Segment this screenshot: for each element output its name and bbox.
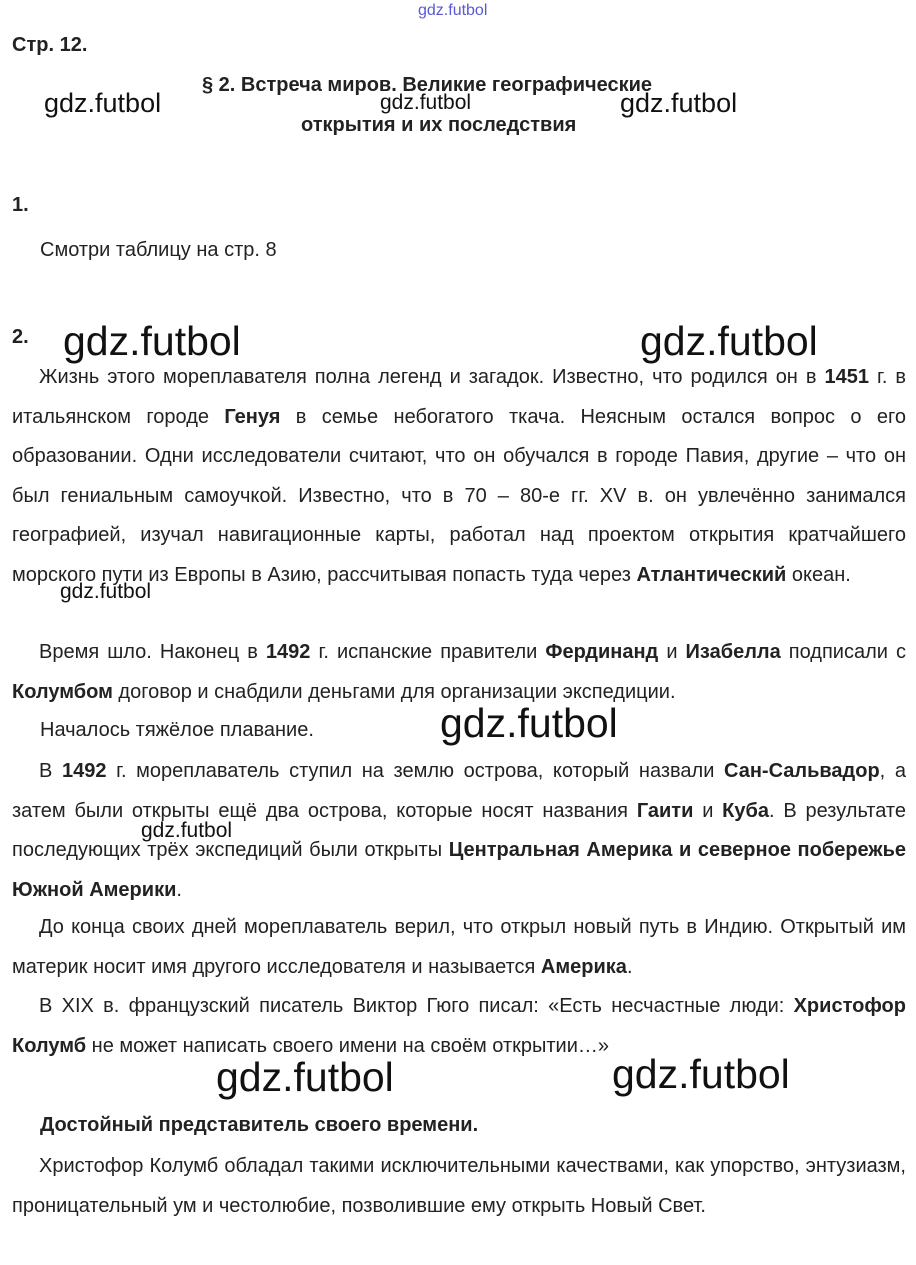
paragraph-2: Время шло. Наконец в 1492 г. испанские правители Фердинанд и Изабелла подписали с Колумбом договор и снабдили деньгами для организации экспедиции. <box>12 641 906 703</box>
paragraph-1: Жизнь этого мореплавателя полна легенд и загадок. Известно, что родился он в 1451 г. в итальянском городе Генуя в семье небогатого ткача. Неясным остался вопрос о его образовании. Одни исследователи считают, что он обучался в городе Павия, другие – что он был гениальным самоучкой. Известно, что в 70 – 80-е гг. XV в. он увлечённо занимался географией, изучал навигационные карты, работал над проектом открытия кратчайшего морского пути из Европы в Азию, рассчитывая попасть туда через Атлантический океан. <box>12 366 906 586</box>
section-title-line2: открытия и их последствия <box>301 114 577 136</box>
paragraph-3: Началось тяжёлое плавание. <box>40 719 314 741</box>
watermark: gdz.futbol <box>612 1051 790 1097</box>
task-number-1: 1. <box>12 194 29 216</box>
paragraph-6: В XIX в. французский писатель Виктор Гюго писал: «Есть несчастные люди: Христофор Колумб не может написать своего имени на своём открытии…» <box>12 995 906 1057</box>
watermark: gdz.futbol <box>44 88 162 118</box>
subheading: Достойный представитель своего времени. <box>40 1114 479 1136</box>
watermark: gdz.futbol <box>380 91 472 114</box>
task-number-2: 2. <box>12 326 29 348</box>
watermark: gdz.futbol <box>63 318 241 364</box>
watermark: gdz.futbol <box>216 1054 394 1100</box>
watermark: gdz.futbol <box>141 819 233 842</box>
watermark: gdz.futbol <box>620 88 738 118</box>
paragraph-5: До конца своих дней мореплаватель верил, что открыл новый путь в Индию. Открытый им материк носит имя другого исследователя и называется Америка. <box>12 916 906 978</box>
watermark: gdz.futbol <box>640 318 818 364</box>
watermark: gdz.futbol <box>60 580 152 603</box>
page-reference: Стр. 12. <box>12 34 88 56</box>
section-title-line1: § 2. Встреча миров. Великие географические <box>202 74 653 96</box>
paragraph-7: Христофор Колумб обладал такими исключительными качествами, как упорство, энтузиазм, проницательный ум и честолюбие, позволившие ему открыть Новый Свет. <box>12 1155 906 1217</box>
watermark: gdz.futbol <box>440 700 618 746</box>
watermark-top: gdz.futbol <box>418 2 488 19</box>
paragraph-4: В 1492 г. мореплаватель ступил на землю острова, который назвали Сан-Сальвадор, а затем были открыты ещё два острова, которые носят названия Гаити и Куба. В результате последующих трёх экспедиций были открыты Центральная Америка и северное побережье Южной Америки. <box>12 760 906 901</box>
task1-text: Смотри таблицу на стр. 8 <box>40 239 277 261</box>
